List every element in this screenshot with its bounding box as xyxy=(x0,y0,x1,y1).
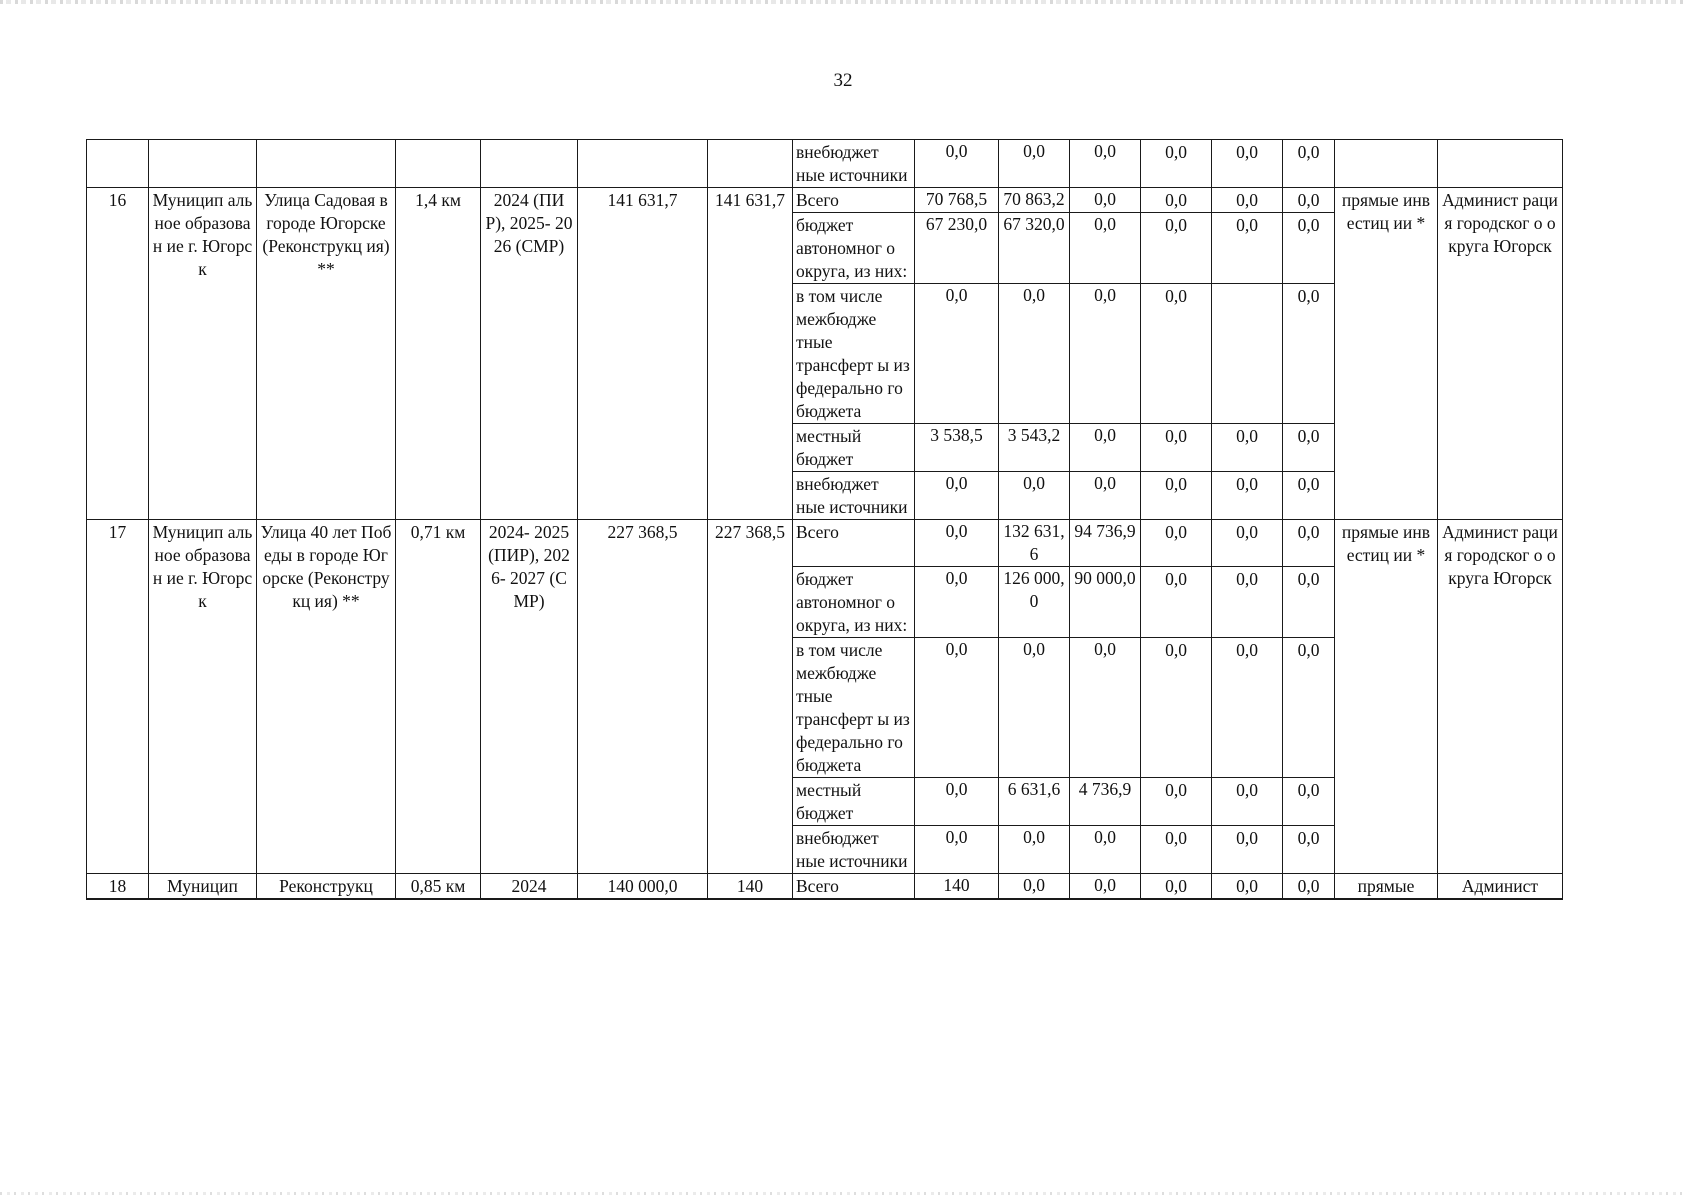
object-name-cell: Реконструкц xyxy=(257,874,396,900)
value-cell: 94 736,9 xyxy=(1070,520,1141,567)
value-cell: 0,0 xyxy=(1141,472,1212,520)
empty-cell xyxy=(257,140,396,188)
investment-objects-table xyxy=(86,139,1563,900)
empty-cell xyxy=(1335,140,1438,188)
funding-source-cell: внебюджет ные источники xyxy=(793,472,915,520)
cost-cell: 141 631,7 xyxy=(578,188,708,520)
capacity-cell: 1,4 км xyxy=(396,188,481,520)
value-cell: 0,0 xyxy=(1283,778,1335,826)
value-cell: 0,0 xyxy=(1212,472,1283,520)
value-cell: 90 000,0 xyxy=(1070,567,1141,638)
value-cell: 0,0 xyxy=(915,826,999,874)
value-cell xyxy=(1212,284,1283,424)
capacity-cell: 0,85 км xyxy=(396,874,481,900)
value-cell: 0,0 xyxy=(1070,826,1141,874)
value-cell: 0,0 xyxy=(1070,284,1141,424)
value-cell: 0,0 xyxy=(915,638,999,778)
cost-secondary-cell: 227 368,5 xyxy=(708,520,793,874)
value-cell: 0,0 xyxy=(999,874,1070,900)
empty-cell xyxy=(578,140,708,188)
value-cell: 0,0 xyxy=(915,472,999,520)
value-cell: 0,0 xyxy=(1070,188,1141,213)
value-cell: 0,0 xyxy=(1212,424,1283,472)
value-cell: 70 768,5 xyxy=(915,188,999,213)
value-cell: 67 320,0 xyxy=(999,213,1070,284)
empty-cell xyxy=(708,140,793,188)
empty-cell xyxy=(396,140,481,188)
value-cell: 67 230,0 xyxy=(915,213,999,284)
empty-cell xyxy=(481,140,578,188)
value-cell: 0,0 xyxy=(1070,424,1141,472)
funding-source-cell: бюджет автономног о округа, из них: xyxy=(793,567,915,638)
funding-source-cell: Всего xyxy=(793,874,915,900)
value-cell: 0,0 xyxy=(1141,520,1212,567)
funding-source-cell: внебюджет ные источники xyxy=(793,140,915,188)
value-cell: 0,0 xyxy=(1212,188,1283,213)
mechanism-cell: прямые инвестиц ии * xyxy=(1335,188,1438,520)
funding-source-cell: в том числе межбюдже тные трансферт ы из федерально го бюджета xyxy=(793,638,915,778)
value-cell: 0,0 xyxy=(1141,188,1212,213)
value-cell: 0,0 xyxy=(1070,213,1141,284)
value-cell: 0,0 xyxy=(1283,874,1335,900)
responsible-cell: Админист рация городског о округа Югорск xyxy=(1438,520,1563,874)
value-cell: 0,0 xyxy=(915,567,999,638)
table-row xyxy=(87,874,1563,900)
value-cell: 0,0 xyxy=(1141,638,1212,778)
table-row xyxy=(87,140,1563,188)
empty-cell xyxy=(87,140,149,188)
responsible-cell: Админист xyxy=(1438,874,1563,900)
value-cell: 0,0 xyxy=(1283,567,1335,638)
value-cell: 0,0 xyxy=(1283,520,1335,567)
table-row xyxy=(87,520,1563,567)
funding-source-cell: в том числе межбюдже тные трансферт ы из федерально го бюджета xyxy=(793,284,915,424)
cost-secondary-cell: 140 xyxy=(708,874,793,900)
value-cell: 0,0 xyxy=(999,826,1070,874)
scan-edge-bottom xyxy=(0,1192,1686,1195)
value-cell: 0,0 xyxy=(999,638,1070,778)
value-cell: 0,0 xyxy=(1283,213,1335,284)
mechanism-cell: прямые xyxy=(1335,874,1438,900)
value-cell: 0,0 xyxy=(1283,424,1335,472)
funding-source-cell: Всего xyxy=(793,520,915,567)
value-cell: 0,0 xyxy=(1070,638,1141,778)
value-cell: 0,0 xyxy=(1283,638,1335,778)
value-cell: 0,0 xyxy=(1212,638,1283,778)
value-cell: 0,0 xyxy=(1283,140,1335,188)
value-cell: 70 863,2 xyxy=(999,188,1070,213)
row-number-cell: 17 xyxy=(87,520,149,874)
funding-source-cell: Всего xyxy=(793,188,915,213)
period-cell: 2024- 2025 (ПИР), 2026- 2027 (СМР) xyxy=(481,520,578,874)
value-cell: 0,0 xyxy=(1283,284,1335,424)
row-number-cell: 18 xyxy=(87,874,149,900)
value-cell: 0,0 xyxy=(1212,520,1283,567)
value-cell: 0,0 xyxy=(1141,567,1212,638)
value-cell: 0,0 xyxy=(915,284,999,424)
value-cell: 0,0 xyxy=(1070,140,1141,188)
cost-secondary-cell: 141 631,7 xyxy=(708,188,793,520)
object-name-cell: Улица 40 лет Победы в городе Югорске (Реконструкц ия) ** xyxy=(257,520,396,874)
value-cell: 140 xyxy=(915,874,999,900)
value-cell: 0,0 xyxy=(1283,472,1335,520)
row-number-cell: 16 xyxy=(87,188,149,520)
empty-cell xyxy=(1438,140,1563,188)
cost-cell: 140 000,0 xyxy=(578,874,708,900)
value-cell: 0,0 xyxy=(915,778,999,826)
value-cell: 0,0 xyxy=(1070,472,1141,520)
value-cell: 0,0 xyxy=(1141,213,1212,284)
value-cell: 0,0 xyxy=(915,520,999,567)
value-cell: 0,0 xyxy=(999,472,1070,520)
value-cell: 0,0 xyxy=(1141,826,1212,874)
value-cell: 0,0 xyxy=(1283,188,1335,213)
value-cell: 0,0 xyxy=(1141,140,1212,188)
value-cell: 3 538,5 xyxy=(915,424,999,472)
object-name-cell: Улица Садовая в городе Югорске (Реконструкц ия) ** xyxy=(257,188,396,520)
mechanism-cell: прямые инвестиц ии * xyxy=(1335,520,1438,874)
empty-cell xyxy=(149,140,257,188)
period-cell: 2024 xyxy=(481,874,578,900)
value-cell: 0,0 xyxy=(1212,826,1283,874)
value-cell: 132 631,6 xyxy=(999,520,1070,567)
value-cell: 6 631,6 xyxy=(999,778,1070,826)
value-cell: 0,0 xyxy=(999,284,1070,424)
municipality-cell: Муницип альное образован ие г. Югорск xyxy=(149,520,257,874)
value-cell: 0,0 xyxy=(1212,778,1283,826)
value-cell: 0,0 xyxy=(999,140,1070,188)
responsible-cell: Админист рация городског о округа Югорск xyxy=(1438,188,1563,520)
value-cell: 0,0 xyxy=(1141,874,1212,900)
value-cell: 0,0 xyxy=(1212,140,1283,188)
value-cell: 3 543,2 xyxy=(999,424,1070,472)
page-number: 32 xyxy=(833,70,853,91)
funding-source-cell: внебюджет ные источники xyxy=(793,826,915,874)
value-cell: 0,0 xyxy=(915,140,999,188)
value-cell: 0,0 xyxy=(1070,874,1141,900)
value-cell: 0,0 xyxy=(1212,567,1283,638)
value-cell: 0,0 xyxy=(1141,424,1212,472)
scan-edge-top xyxy=(0,0,1686,4)
value-cell: 126 000,0 xyxy=(999,567,1070,638)
municipality-cell: Муницип альное образован ие г. Югорск xyxy=(149,188,257,520)
municipality-cell: Муницип xyxy=(149,874,257,900)
funding-source-cell: местный бюджет xyxy=(793,778,915,826)
table-row xyxy=(87,188,1563,213)
value-cell: 0,0 xyxy=(1141,284,1212,424)
value-cell: 4 736,9 xyxy=(1070,778,1141,826)
period-cell: 2024 (ПИР), 2025- 2026 (СМР) xyxy=(481,188,578,520)
funding-source-cell: бюджет автономног о округа, из них: xyxy=(793,213,915,284)
capacity-cell: 0,71 км xyxy=(396,520,481,874)
value-cell: 0,0 xyxy=(1141,778,1212,826)
funding-source-cell: местный бюджет xyxy=(793,424,915,472)
value-cell: 0,0 xyxy=(1283,826,1335,874)
value-cell: 0,0 xyxy=(1212,874,1283,900)
value-cell: 0,0 xyxy=(1212,213,1283,284)
cost-cell: 227 368,5 xyxy=(578,520,708,874)
